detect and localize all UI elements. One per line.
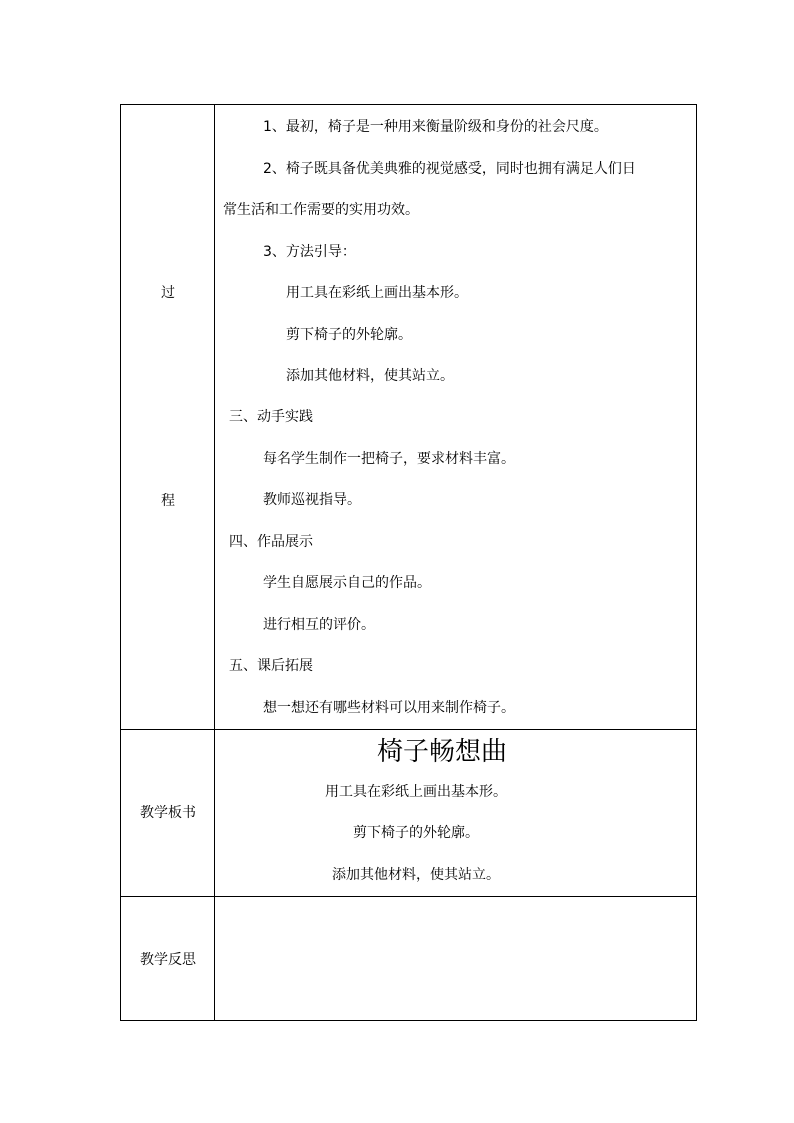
row-divider-board [121, 729, 696, 730]
process-line: 用工具在彩纸上画出基本形。 [286, 285, 468, 301]
process-line: 教师巡视指导。 [263, 492, 361, 508]
lesson-plan-table [120, 104, 697, 1021]
board-title: 椅子畅想曲 [376, 737, 508, 767]
process-line: 剪下椅子的外轮廓。 [286, 327, 412, 343]
process-line: 每名学生制作一把椅子，要求材料丰富。 [263, 451, 515, 467]
process-label-char-1: 过 [161, 285, 175, 301]
process-line: 3、方法引导： [263, 244, 356, 260]
process-line: 1、最初，椅子是一种用来衡量阶级和身份的社会尺度。 [263, 119, 608, 135]
board-line: 剪下椅子的外轮廓。 [353, 825, 479, 841]
column-divider [214, 105, 215, 1020]
process-label-char-2: 程 [161, 493, 175, 509]
process-line: 2、椅子既具备优美典雅的视觉感受，同时也拥有满足人们日 [263, 161, 636, 177]
board-line: 用工具在彩纸上画出基本形。 [325, 784, 507, 800]
reflection-label: 教学反思 [140, 952, 196, 968]
row-divider-reflection [121, 896, 696, 897]
process-line: 添加其他材料，使其站立。 [286, 368, 454, 384]
process-line: 想一想还有哪些材料可以用来制作椅子。 [263, 700, 515, 716]
process-line: 常生活和工作需要的实用功效。 [223, 202, 419, 218]
process-section-heading: 四、作品展示 [229, 534, 313, 550]
process-line: 进行相互的评价。 [263, 617, 375, 633]
process-line: 学生自愿展示自己的作品。 [263, 575, 431, 591]
board-line: 添加其他材料，使其站立。 [332, 867, 500, 883]
process-section-heading: 五、课后拓展 [229, 658, 313, 674]
process-section-heading: 三、动手实践 [229, 409, 313, 425]
board-label: 教学板书 [140, 805, 196, 821]
